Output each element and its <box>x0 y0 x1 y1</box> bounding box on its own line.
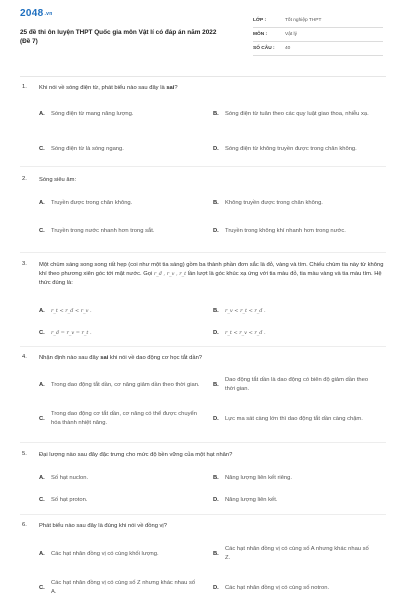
option-c[interactable] <box>39 140 214 158</box>
option-a[interactable] <box>39 545 214 563</box>
option-text: Các hạt nhân đồng vị có cùng số notron. <box>225 584 330 591</box>
option-d[interactable] <box>213 222 388 240</box>
option-label: C. <box>39 585 45 591</box>
option-text: Các hạt nhân đồng vị có cùng số A nhưng khác nhau số Z. <box>225 546 369 561</box>
option-label: A. <box>39 382 45 388</box>
option-label: B. <box>213 111 219 117</box>
option-a[interactable] <box>39 472 214 484</box>
site-logo[interactable] <box>20 8 53 19</box>
option-text: Năng lượng liên kết riêng. <box>225 474 292 481</box>
meta-row-subject <box>253 28 383 42</box>
question-number: 4. <box>22 354 27 360</box>
option-label: D. <box>213 146 219 152</box>
option-d[interactable] <box>213 410 388 428</box>
option-text: Năng lượng liên kết. <box>225 496 278 503</box>
logo-suffix: .vn <box>44 11 53 17</box>
option-b[interactable] <box>213 376 388 394</box>
option-label: B. <box>213 200 219 206</box>
option-b[interactable] <box>213 305 388 317</box>
option-text: Sóng điện từ là sóng ngang. <box>51 145 124 152</box>
question-number: 2. <box>22 176 27 182</box>
question-text: Sóng siêu âm: <box>39 177 77 183</box>
option-c[interactable] <box>39 327 214 339</box>
question-text: Phát biểu nào sau đây là đúng khi nói về đồng vị? <box>39 523 167 529</box>
option-text: Sóng điện từ mang năng lượng. <box>51 110 134 117</box>
option-text: Sóng điện từ không truyền được trong chân không. <box>225 145 357 152</box>
question-number: 5. <box>22 451 27 457</box>
meta-row-count <box>253 42 383 56</box>
option-math: r_t < r_v < r_đ . <box>225 330 266 336</box>
meta-value: Tốt nghiệp THPT <box>285 18 322 23</box>
question-divider <box>20 252 386 253</box>
logo-text: 2048 <box>20 8 44 19</box>
option-text: Các hạt nhân đồng vị có cùng khối lượng. <box>51 550 159 557</box>
option-c[interactable] <box>39 222 214 240</box>
option-label: B. <box>213 382 219 388</box>
option-d[interactable] <box>213 581 388 595</box>
option-text: Truyền được trong chân không. <box>51 199 133 206</box>
question-text: Nhận định nào sau đây sai khi nói về dao động cơ học tắt dần? <box>39 355 203 361</box>
option-label: A. <box>39 111 45 117</box>
option-math: r_v < r_t < r_đ . <box>225 308 266 314</box>
option-a[interactable] <box>39 376 214 394</box>
meta-table <box>253 14 383 56</box>
option-text: Sóng điện từ tuân theo các quy luật giao thoa, nhiễu xạ. <box>225 110 369 117</box>
option-label: B. <box>213 308 219 314</box>
option-b[interactable] <box>213 105 388 123</box>
option-label: D. <box>213 228 219 234</box>
option-label: A. <box>39 308 45 314</box>
option-text: Các hạt nhân đồng vị có cùng số Z nhưng khác nhau số A. <box>51 580 196 595</box>
question-text: Khi nói về sóng điện từ, phát biểu nào sau đây là sai? <box>39 85 178 91</box>
math-expression: r_đ , r_v , r_t <box>153 271 187 277</box>
option-label: D. <box>213 416 219 422</box>
option-math: r_t < r_đ < r_v . <box>51 308 92 314</box>
question-divider <box>20 166 386 167</box>
header-divider <box>20 76 386 77</box>
option-text: Không truyền được trong chân không. <box>225 199 323 206</box>
option-label: A. <box>39 551 45 557</box>
option-label: C. <box>39 228 45 234</box>
document-title: 25 đề thi ôn luyện THPT Quốc gia môn Vật lí có đáp án năm 2022 (Đề 7) <box>20 29 217 45</box>
option-text: Số hạt proton. <box>51 496 88 503</box>
option-label: C. <box>39 497 45 503</box>
question-number: 6. <box>22 522 27 528</box>
question-number: 3. <box>22 261 27 267</box>
meta-row-class <box>253 14 383 28</box>
question-text: Một chùm sáng song song rất hẹp (coi như một tia sáng) gồm ba thành phần đơn sắc là đỏ, vàng và tím. Chiếu chùm tia này từ không khí theo phương xiên góc tới mặt nước. Gọi r_đ , r_v , r_t lần lượt là góc khúc xạ ứng với tia màu đỏ, tia màu vàng và tia màu tím. Hệ thức đúng là: <box>39 262 384 286</box>
option-d[interactable] <box>213 140 388 158</box>
option-text: Truyền trong nước nhanh hơn trong sắt. <box>51 227 155 234</box>
question-divider <box>20 514 386 515</box>
option-a[interactable] <box>39 305 214 317</box>
question-divider <box>20 442 386 443</box>
meta-key: LỚP : <box>253 18 267 23</box>
option-d[interactable] <box>213 327 388 339</box>
option-c[interactable] <box>39 579 214 597</box>
option-c[interactable] <box>39 494 214 506</box>
option-text: Trong dao động tắt dần, cơ năng giảm dần theo thời gian. <box>51 381 200 388</box>
question-text: Đại lượng nào sau đây đặc trưng cho mức độ bền vững của một hạt nhân? <box>39 452 233 458</box>
option-label: B. <box>213 551 219 557</box>
page-header <box>0 0 400 72</box>
meta-value: 40 <box>285 46 291 51</box>
meta-key: SỐ CÂU : <box>253 46 275 51</box>
option-d[interactable] <box>213 494 388 506</box>
option-text: Trong dao động cơ tắt dần, cơ năng có thể được chuyển hóa thành nhiệt năng. <box>51 411 197 426</box>
option-a[interactable] <box>39 196 214 210</box>
option-text: Lực ma sát càng lớn thì dao động tắt dần càng chậm. <box>225 415 363 422</box>
option-label: A. <box>39 475 45 481</box>
option-label: D. <box>213 330 219 336</box>
option-a[interactable] <box>39 105 214 123</box>
option-c[interactable] <box>39 410 214 428</box>
option-label: D. <box>213 497 219 503</box>
option-label: B. <box>213 475 219 481</box>
question-number: 1. <box>22 84 27 90</box>
question-divider <box>20 346 386 347</box>
option-b[interactable] <box>213 545 388 563</box>
option-text: Số hạt nuclon. <box>51 474 89 481</box>
option-b[interactable] <box>213 196 388 210</box>
meta-key: MÔN : <box>253 32 268 37</box>
option-label: A. <box>39 200 45 206</box>
option-text: Truyền trong không khí nhanh hơn trong nước. <box>225 227 346 234</box>
option-math: r_đ = r_v = r_t . <box>51 330 92 336</box>
option-label: C. <box>39 146 45 152</box>
option-b[interactable] <box>213 472 388 484</box>
option-label: C. <box>39 330 45 336</box>
option-label: C. <box>39 416 45 422</box>
option-label: D. <box>213 585 219 591</box>
option-text: Dao động tắt dần là dao động có biên độ giảm dần theo thời gian. <box>225 377 369 392</box>
meta-value: Vật lý <box>285 32 297 37</box>
